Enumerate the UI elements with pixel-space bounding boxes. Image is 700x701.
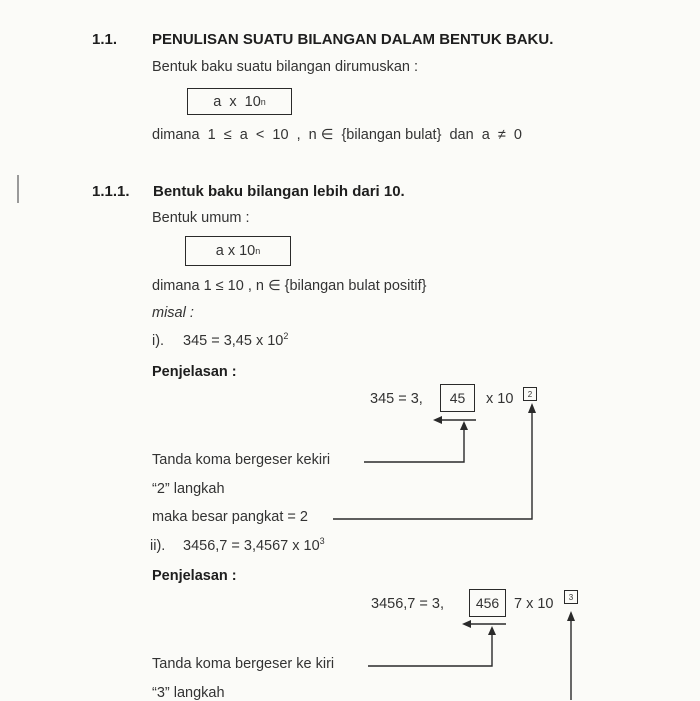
example-2-digit-box: 456 — [469, 589, 506, 617]
example-2-power-arrowhead — [567, 611, 575, 621]
example-2-diagram-mid: 7 x 10 — [514, 596, 554, 612]
general-formula-text: a x 10 — [215, 243, 256, 259]
example-1-diagram-left: 345 = 3, — [370, 391, 423, 407]
example-2-note-steps: “3” langkah — [152, 685, 225, 701]
example-2-note-shift: Tanda koma bergeser ke kiri — [152, 656, 335, 672]
example-1-note-power: maka besar pangkat = 2 — [152, 509, 308, 525]
example-1-note-steps: “2” langkah — [152, 481, 225, 497]
condition-text: dimana 1 ≤ a < 10 , n ∈ {bilangan bulat} dan a ≠ 0 — [152, 127, 522, 143]
example-1-explanation-label: Penjelasan : — [152, 364, 237, 380]
example-1-label: i). — [152, 333, 165, 349]
example-1-power-arrowhead — [528, 403, 536, 413]
formula-text: a x 10 — [213, 93, 261, 110]
example-2-explanation-label: Penjelasan : — [152, 568, 237, 584]
example-2-label: ii). — [150, 538, 166, 554]
section-title: PENULISAN SUATU BILANGAN DALAM BENTUK BAKU. — [152, 31, 554, 48]
example-1-statement-exponent: 2 — [283, 331, 289, 342]
example-2-diagram-left: 3456,7 = 3, — [371, 596, 444, 612]
example-1-note-shift: Tanda koma bergeser kekiri — [152, 452, 331, 468]
formula-box: a x 10 n — [187, 88, 292, 115]
example-1-diagram-right: x 10 — [486, 391, 514, 407]
example-2-connector-arrowhead — [488, 626, 496, 635]
example-label: misal : — [152, 305, 194, 321]
example-2-shift-arrowhead — [462, 620, 471, 628]
example-1-statement-text: 345 = 3,45 x 10 — [183, 333, 284, 349]
example-1-connector-arrowhead — [460, 421, 468, 430]
subsection-number: 1.1.1. — [92, 183, 130, 200]
section-number: 1.1. — [92, 31, 118, 48]
example-2-shift-connector — [368, 632, 492, 666]
general-condition-text: dimana 1 ≤ 10 , n ∈ {bilangan bulat positif} — [152, 278, 427, 294]
example-2-statement-text: 3456,7 = 3,4567 x 10 — [183, 538, 320, 554]
example-1-power-connector — [333, 410, 532, 519]
subsection-title: Bentuk baku bilangan lebih dari 10. — [153, 183, 405, 200]
example-1-shift-connector — [364, 427, 464, 462]
general-formula-box: a x 10 n — [185, 236, 291, 266]
example-1-exponent-box: 2 — [523, 387, 537, 401]
intro-text: Bentuk baku suatu bilangan dirumuskan : — [152, 59, 419, 75]
example-2-exponent-box: 3 — [564, 590, 578, 604]
general-form-label: Bentuk umum : — [152, 210, 250, 226]
example-2-statement-exponent: 3 — [319, 536, 325, 547]
example-1-digit-box: 45 — [440, 384, 475, 412]
example-1-shift-arrowhead — [433, 416, 442, 424]
